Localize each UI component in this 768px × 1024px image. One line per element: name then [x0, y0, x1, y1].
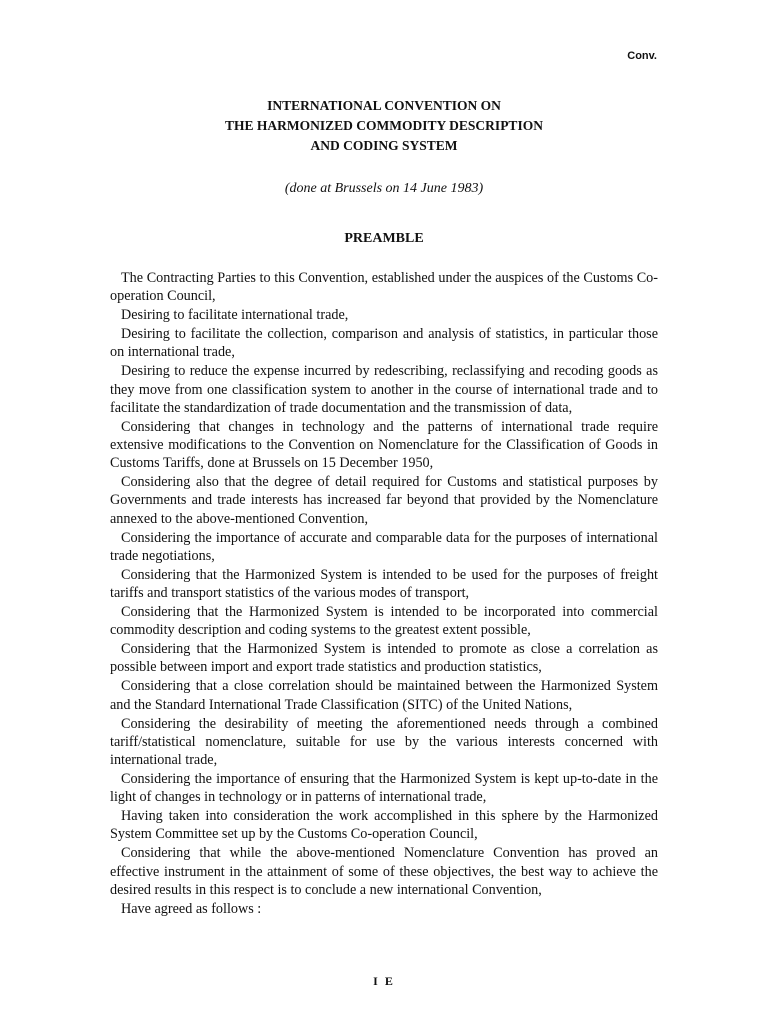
- paragraph: Considering the importance of ensuring that the Harmonized System is kept up-to-date in the light of changes in technology or in patterns of international trade,: [110, 771, 658, 806]
- paragraph: Considering the importance of accurate and comparable data for the purposes of international trade negotiations,: [110, 529, 658, 564]
- paragraph: Desiring to reduce the expense incurred by redescribing, reclassifying and recoding goods as they move from one classification system to another in the course of international trade and to facilitate the standardization of trade documentation and the transmission of data,: [110, 363, 658, 416]
- paragraph: Considering the desirability of meeting the aforementioned needs through a combined tariff/statistical nomenclature, suitable for use by the various interests concerned with international trade,: [110, 715, 658, 769]
- document-subtitle: (done at Brussels on 14 June 1983): [284, 181, 484, 196]
- paragraph: Considering that the Harmonized System is intended to promote as close a correlation as possible between import and export trade statistics and production statistics,: [110, 641, 658, 676]
- paragraph: Considering that changes in technology and the patterns of international trade require extensive modifications to the Convention on Nomenclature for the Classification of Goods in Customs Tariffs, done at Brussels on 15 December 1950,: [110, 418, 658, 472]
- document-reference: Conv.: [627, 50, 657, 62]
- page-footer: I E: [373, 974, 395, 988]
- section-heading: PREAMBLE: [344, 231, 424, 246]
- preamble-body: [110, 269, 658, 919]
- title-line: INTERNATIONAL CONVENTION ON: [267, 98, 501, 113]
- paragraph: Having taken into consideration the work accomplished in this sphere by the Harmonized System Committee set up by the Customs Co-operation Council,: [110, 808, 658, 843]
- paragraph: Considering that the Harmonized System is intended to be incorporated into commercial commodity description and coding systems to the greatest extent possible,: [110, 604, 658, 639]
- paragraph: Considering that a close correlation should be maintained between the Harmonized System and the Standard International Trade Classification (SITC) of the United Nations,: [110, 678, 658, 713]
- paragraph: Desiring to facilitate the collection, comparison and analysis of statistics, in particular those on international trade,: [110, 326, 658, 361]
- paragraph: Desiring to facilitate international trade,: [121, 307, 349, 324]
- paragraph: Have agreed as follows :: [121, 900, 262, 917]
- paragraph: Considering that the Harmonized System is intended to be used for the purposes of freight tariffs and transport statistics of the various modes of transport,: [110, 566, 658, 602]
- paragraph: The Contracting Parties to this Convention, established under the auspices of the Customs Co-operation Council,: [110, 270, 658, 305]
- paragraph: Considering that while the above-mentioned Nomenclature Convention has proved an effective instrument in the attainment of some of these objectives, the best way to achieve the desired results in this respect is to conclude a new international Convention,: [110, 845, 658, 898]
- title-line: AND CODING SYSTEM: [310, 138, 458, 153]
- title-line: THE HARMONIZED COMMODITY DESCRIPTION: [225, 118, 543, 133]
- document-title: [110, 96, 658, 156]
- paragraph: Considering also that the degree of detail required for Customs and statistical purposes by Governments and trade interests has increased far beyond that provided by the Nomenclature annexed to the above-mentioned Convention,: [110, 474, 658, 527]
